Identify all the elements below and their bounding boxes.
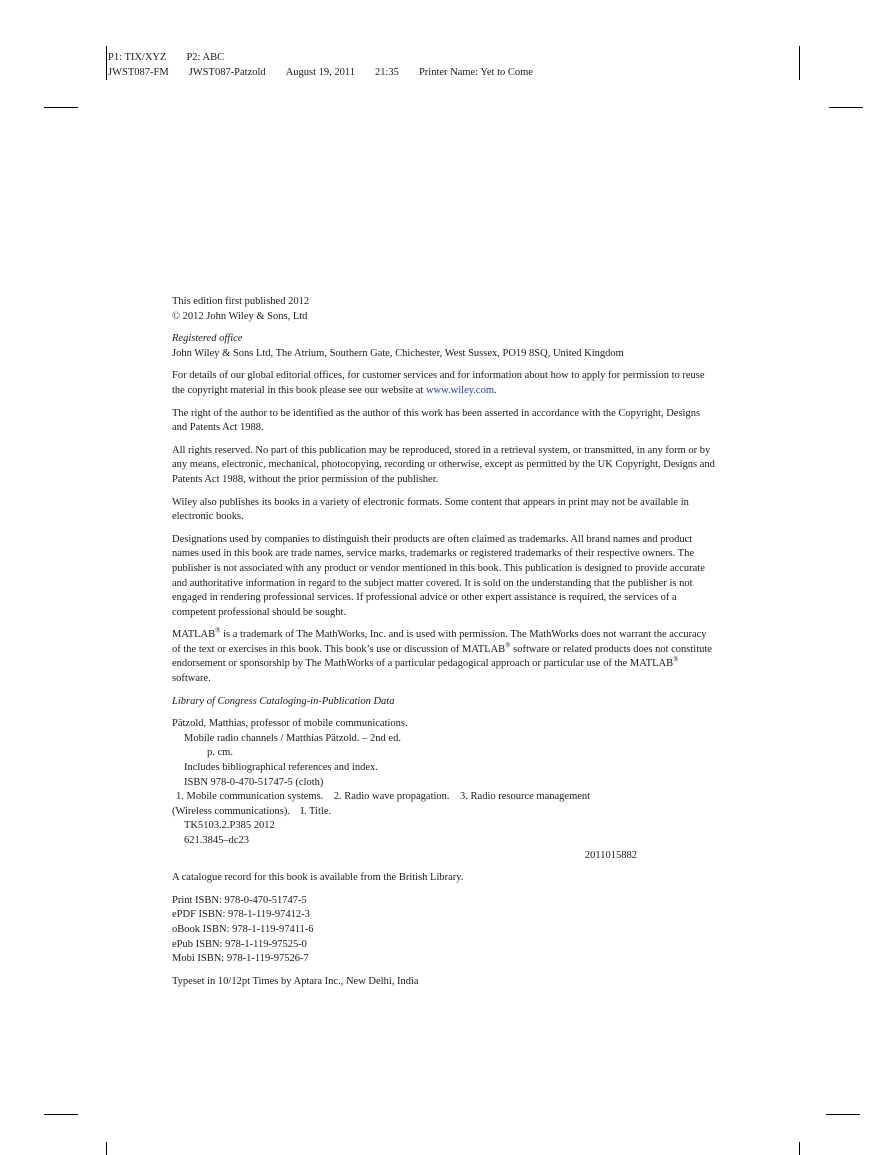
designations-paragraph: Designations used by companies to distinguish their products are often claimed as trademarks. All brand names and product names used in this book are trade names, service marks, trademarks or registered trademarks of their respective owners. The publisher is not associated with any product or vendor mentioned in this book. This publication is designed to provide accurate and authoritative information in regard to the subject matter covered. It is sold on the understanding that the publisher is not engaged in rendering professional services. If professional advice or other expert assistance is required, the services of a competent professional should be sought.: [172, 533, 705, 618]
cip-data-block: [172, 717, 717, 863]
isbn-line: Mobi ISBN: 978-1-119-97526-7: [172, 953, 309, 965]
edition-block: [172, 295, 717, 324]
print-date: August 19, 2011: [285, 67, 356, 78]
author-rights-paragraph: The right of the author to be identified as the author of this work has been asserted in accordance with the Copyright, Designs and Patents Act 1988.: [172, 407, 701, 434]
electronic-formats-paragraph: Wiley also publishes its books in a variety of electronic formats. Some content that appears in print may not be available in electronic books.: [172, 496, 689, 523]
cip-line: Mobile radio channels / Matthias Pätzold. – 2nd ed.: [184, 732, 401, 744]
crop-mark-top-left-vertical: [106, 46, 107, 80]
job-code: JWST087-FM: [108, 67, 169, 78]
lccn-number: 2011015882: [584, 849, 637, 861]
registered-office-block: [172, 332, 717, 361]
registered-mark: ®: [673, 655, 679, 664]
isbn-line: oBook ISBN: 978-1-119-97411-6: [172, 923, 314, 935]
print-time: 21:35: [375, 67, 399, 78]
print-header-line-2: [108, 65, 553, 80]
crop-mark-bottom-left-horizontal: [44, 1114, 78, 1115]
matlab-word: MATLAB: [172, 629, 216, 641]
proof-p2: P2: ABC: [186, 52, 225, 63]
print-header: [108, 50, 553, 80]
crop-mark-top-right-horizontal: [829, 107, 863, 108]
copyright-page-body: [172, 295, 717, 997]
job-author: JWST087-Patzold: [188, 67, 266, 78]
cip-line: (Wireless communications). I. Title.: [172, 805, 332, 817]
details-text: For details of our global editorial offices, for customer services and for information about how to apply for permission to reuse the copyright material in this book please see our website at: [172, 370, 705, 396]
cip-line: Pätzold, Matthias, professor of mobile communications.: [172, 718, 408, 730]
printer-name: Printer Name: Yet to Come: [418, 67, 533, 78]
cip-line: 1. Mobile communication systems. 2. Radio wave propagation. 3. Radio resource management: [176, 791, 591, 803]
catalogue-record-paragraph: A catalogue record for this book is available from the British Library.: [172, 872, 464, 884]
details-paragraph: [172, 369, 717, 398]
wiley-website-link[interactable]: www.wiley.com: [425, 384, 495, 396]
crop-mark-top-right-vertical: [799, 46, 800, 80]
registered-office-heading: Registered office: [172, 333, 243, 345]
isbn-line: Print ISBN: 978-0-470-51747-5: [172, 894, 307, 906]
proof-p1: P1: TIX/XYZ: [108, 52, 167, 63]
edition-line: This edition first published 2012: [172, 296, 310, 307]
crop-mark-top-left-horizontal: [44, 107, 78, 108]
loc-heading: Library of Congress Cataloging-in-Publication Data: [172, 695, 395, 707]
cip-line: ISBN 978-0-470-51747-5 (cloth): [184, 776, 324, 788]
isbn-line: ePub ISBN: 978-1-119-97525-0: [172, 938, 307, 950]
isbn-block: [172, 894, 717, 967]
crop-mark-bottom-right-vertical: [799, 1142, 800, 1155]
isbn-line: ePDF ISBN: 978-1-119-97412-3: [172, 909, 310, 921]
cip-line: Includes bibliographical references and index.: [184, 762, 378, 774]
cip-line: p. cm.: [207, 747, 233, 759]
registered-office-address: John Wiley & Sons Ltd, The Atrium, Southern Gate, Chichester, West Sussex, PO19 8SQ, United Kingdom: [172, 347, 624, 359]
rights-reserved-paragraph: All rights reserved. No part of this publication may be reproduced, stored in a retrieval system, or transmitted, in any form or by any means, electronic, mechanical, photocopying, recording or otherwise, except as permitted by the UK Copyright, Designs and Patents Act 1988, without the prior permission of the publisher.: [172, 444, 715, 485]
matlab-text-2: software or related products does not constitute endorsement or sponsorship by The MathWorks of a particular pedagogical approach or particular use of the MATLAB: [172, 643, 712, 670]
details-end: .: [494, 384, 497, 396]
typeset-paragraph: Typeset in 10/12pt Times by Aptara Inc., New Delhi, India: [172, 975, 419, 987]
cip-line: 621.3845–dc23: [184, 835, 250, 846]
matlab-text-1: is a trademark of The MathWorks, Inc. and is used with permission. The MathWorks does not warrant the accuracy of the text or exercises in this book. This book’s use or discussion of MATLAB: [172, 629, 707, 655]
crop-mark-bottom-right-horizontal: [826, 1114, 860, 1115]
registered-mark: ®: [505, 641, 511, 650]
print-header-line-1: [108, 50, 553, 65]
matlab-paragraph: [172, 628, 717, 686]
crop-mark-bottom-left-vertical: [106, 1142, 107, 1155]
cip-line: TK5103.2.P385 2012: [184, 820, 275, 832]
matlab-text-3: software.: [172, 673, 211, 685]
copyright-line: © 2012 John Wiley & Sons, Ltd: [172, 310, 308, 322]
registered-mark: ®: [215, 626, 221, 635]
